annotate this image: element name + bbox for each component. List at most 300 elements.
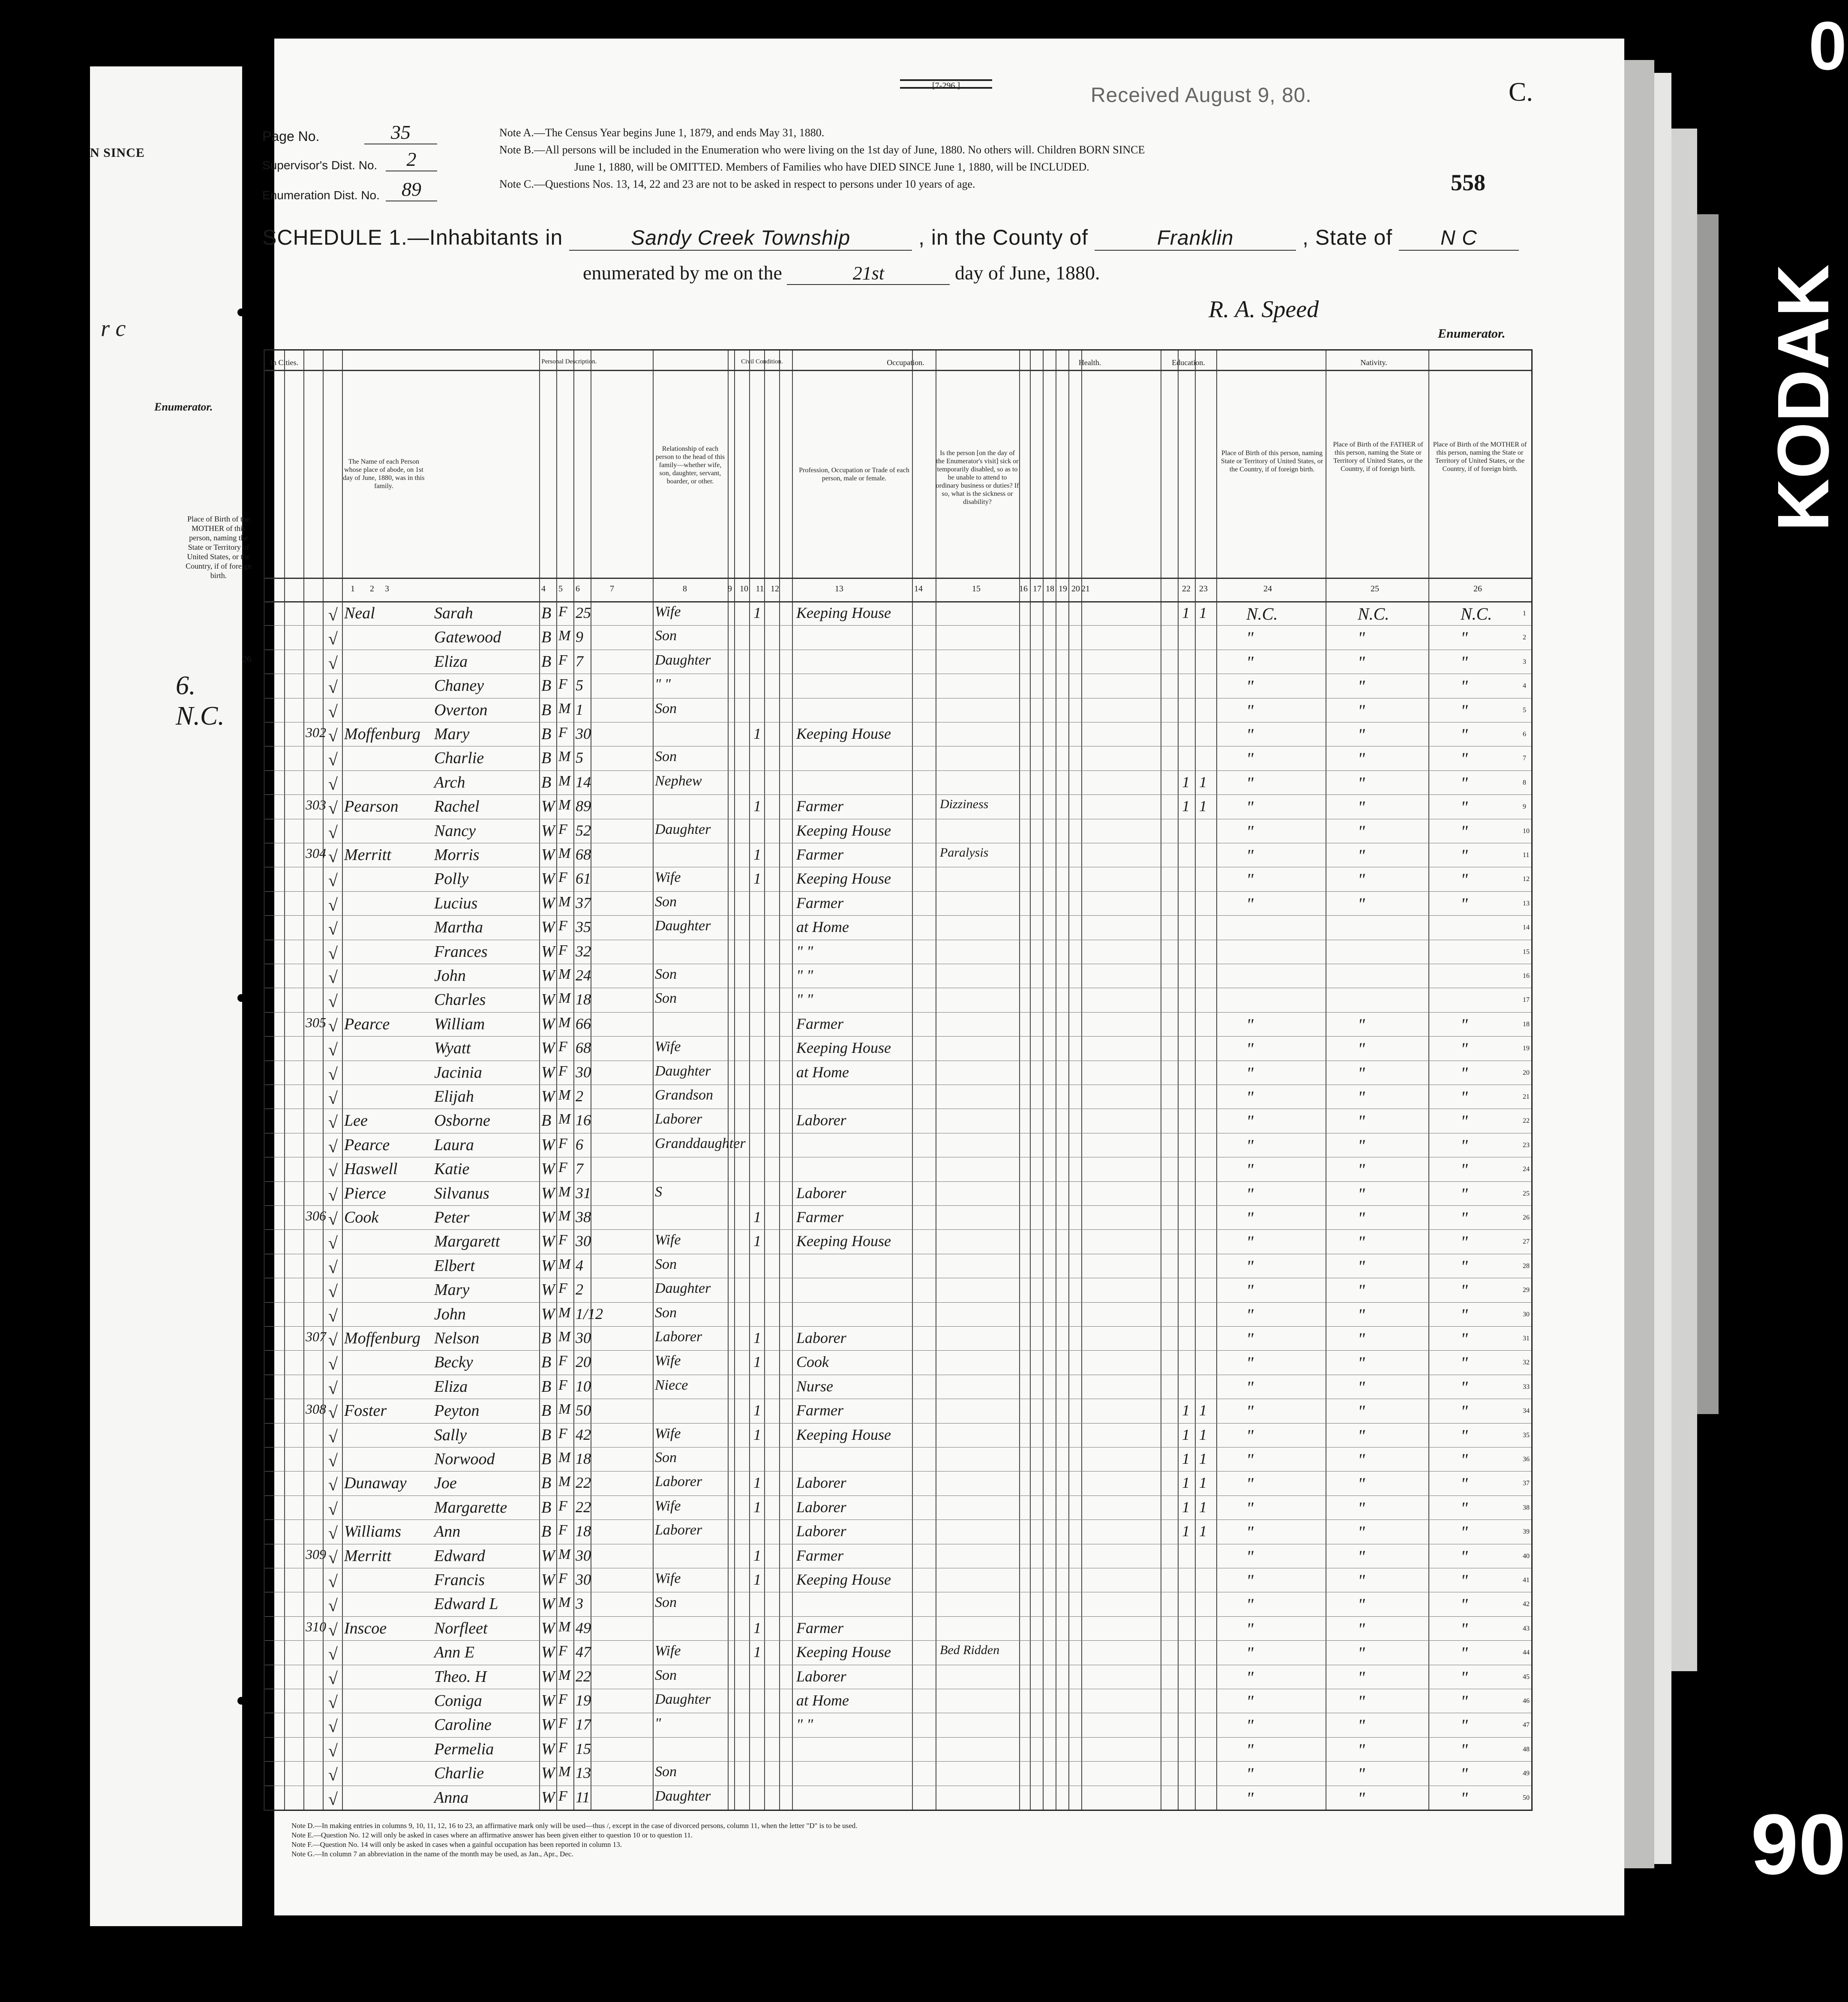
cell-father-birthplace: " [1358,1015,1365,1034]
cell-given-name: Charlie [434,1764,484,1783]
family-check-mark: √ [328,1741,338,1760]
cell-color: W [541,1643,555,1662]
cell-given-name: Lucius [434,894,478,912]
cell-age: 42 [576,1426,591,1443]
cell-row-number: 27 [1523,1238,1530,1246]
cell-birthplace: " [1246,1450,1254,1469]
column-number: 24 [1263,584,1272,593]
cell-relationship: Son [655,1667,677,1683]
column-number: 14 [914,584,923,593]
cell-row-number: 30 [1523,1310,1530,1318]
column-number: 4 [541,584,546,593]
cell-color: W [541,1788,555,1807]
cell-dwelling-number: 303 [306,797,326,813]
row-rule [265,1471,1531,1472]
cell-dwelling-number: 307 [306,1329,326,1344]
cell-father-birthplace: " [1358,749,1365,769]
county-label: , in the County of [918,225,1089,249]
cell-sex: F [558,1377,567,1393]
cell-row-number: 42 [1523,1600,1530,1608]
cell-mother-birthplace: " [1461,1595,1468,1615]
enumerator-signature: R. A. Speed [1209,296,1319,323]
cell-color: B [541,1353,552,1372]
cell-surname: Lee [344,1112,368,1130]
cell-color: W [541,1305,555,1323]
previous-page-edge [90,66,252,1926]
cell-age: 25 [576,604,591,621]
cell-mother-birthplace: " [1461,1232,1468,1252]
cell-row-number: 20 [1523,1069,1530,1076]
cell-father-birthplace: " [1358,1088,1365,1107]
cell-occupation: Laborer [796,1498,846,1516]
cell-row-number: 46 [1523,1697,1530,1705]
cell-father-birthplace: N.C. [1358,604,1389,623]
cell-birthplace: " [1246,1619,1254,1639]
cell-father-birthplace: " [1358,1039,1365,1059]
column-number: 10 [740,584,748,593]
cell-age: 30 [576,1546,591,1564]
family-check-mark: √ [328,677,338,697]
cell-row-number: 29 [1523,1286,1530,1294]
cell-father-birthplace: " [1358,1619,1365,1639]
cell-birthplace: " [1246,1716,1254,1735]
cell-birthplace: " [1246,1402,1254,1421]
enumerated-day: 21st [787,262,950,285]
cell-mother-birthplace: " [1461,1329,1468,1349]
cell-occupation: Keeping House [796,1571,891,1588]
column-rule [1019,351,1020,1810]
cell-sex: M [558,1450,571,1466]
family-check-mark: √ [328,629,338,649]
cell-age: 1 [576,701,583,718]
cell-mother-birthplace: " [1461,1184,1468,1204]
cell-birthplace: " [1246,797,1254,817]
column-number: 20 [1071,584,1080,593]
cell-age: 7 [576,652,583,670]
cell-father-birthplace: " [1358,1450,1365,1469]
cell-father-birthplace: " [1358,1474,1365,1494]
cell-relationship: Son [655,749,677,765]
cell-occupation: Keeping House [796,1039,891,1057]
cell-given-name: Permelia [434,1740,494,1758]
cell-age: 30 [576,1571,591,1588]
header-mother-birthplace: Place of Birth of the MOTHER of this person, naming the State or Territory of United States, or the Country, if of foreign birth. [1433,441,1527,473]
column-rule [912,351,913,1810]
cell-age: 18 [576,1450,591,1467]
cell-age: 19 [576,1692,591,1709]
cell-row-number: 43 [1523,1624,1530,1632]
cell-row-number: 40 [1523,1552,1530,1560]
supervisor-value: 2 [386,148,437,171]
column-number: 9 [728,584,732,593]
cell-relationship: Son [655,700,677,716]
cell-birthplace: " [1246,1160,1254,1180]
row-rule [265,1640,1531,1641]
cell-row-number: 9 [1523,803,1526,811]
cell-sex: M [558,797,571,813]
family-check-mark: √ [328,1693,338,1712]
cell-cannot-read-mark: 1 [1182,1498,1190,1516]
cell-mother-birthplace: N.C. [1461,604,1492,623]
row-rule [265,1302,1531,1303]
cell-birthplace: " [1246,1256,1254,1276]
row-rule [265,794,1531,795]
header-sickness: Is the person [on the day of the Enumerator's visit] sick or temporarily disabled, so as to be unable to attend to ordinary business or duties? If so, what is the sickness or disability? [936,450,1019,506]
family-check-mark: √ [328,726,338,745]
cell-color: W [541,1184,555,1202]
cell-age: 14 [576,773,591,791]
cell-father-birthplace: " [1358,846,1365,865]
cell-given-name: Eliza [434,652,468,671]
cell-age: 30 [576,725,591,742]
cell-cannot-write-mark: 1 [1199,1498,1207,1516]
cell-married-mark: 1 [753,1546,761,1564]
cell-age: 66 [576,1015,591,1032]
cell-row-number: 48 [1523,1745,1530,1753]
cell-given-name: Edward [434,1546,485,1565]
cell-sex: F [558,942,567,958]
cell-sex: F [558,1425,567,1442]
cell-age: 3 [576,1595,583,1612]
cell-birthplace: " [1246,628,1254,648]
cell-given-name: Becky [434,1353,473,1372]
cell-cannot-read-mark: 1 [1182,1522,1190,1540]
cell-mother-birthplace: " [1461,1450,1468,1469]
cell-age: 22 [576,1474,591,1492]
family-check-mark: √ [328,1644,338,1664]
family-check-mark: √ [328,1161,338,1181]
cell-row-number: 50 [1523,1794,1530,1801]
cell-sex: F [558,725,567,740]
cell-married-mark: 1 [753,1353,761,1371]
row-rule [265,1326,1531,1327]
cell-surname: Pearce [344,1015,390,1033]
cell-birthplace: " [1246,1305,1254,1325]
previous-page-col-number: 26 [242,653,252,664]
cell-age: 2 [576,1281,583,1298]
cell-given-name: Rachel [434,797,480,816]
family-check-mark: √ [328,895,338,914]
cell-color: B [541,1377,552,1396]
cell-row-number: 32 [1523,1359,1530,1367]
column-number: 17 [1033,584,1041,593]
cell-mother-birthplace: " [1461,1740,1468,1759]
cell-sex: F [558,1135,567,1151]
cell-relationship: Niece [655,1377,688,1393]
cell-sex: F [558,1522,567,1538]
cell-mother-birthplace: " [1461,1667,1468,1687]
cell-relationship: Laborer [655,1329,702,1345]
cell-father-birthplace: " [1358,1208,1365,1228]
column-number: 2 [370,584,374,593]
cell-cannot-write-mark: 1 [1199,797,1207,815]
cell-married-mark: 1 [753,1619,761,1636]
cell-color: B [541,1474,552,1493]
cell-given-name: Silvanus [434,1184,489,1202]
cell-sex: F [558,1039,567,1055]
cell-occupation: at Home [796,918,849,936]
cell-row-number: 12 [1523,875,1530,883]
cell-row-number: 41 [1523,1576,1530,1584]
cell-sex: M [558,1329,571,1345]
cell-relationship: Daughter [655,1788,711,1804]
cell-father-birthplace: " [1358,1716,1365,1735]
family-check-mark: √ [328,1257,338,1277]
row-rule [265,1350,1531,1351]
family-check-mark: √ [328,1282,338,1301]
cell-row-number: 39 [1523,1528,1530,1536]
cell-father-birthplace: " [1358,1329,1365,1349]
cell-cannot-read-mark: 1 [1182,797,1190,815]
cell-married-mark: 1 [753,1426,761,1443]
family-check-mark: √ [328,1475,338,1495]
cell-age: 9 [576,628,583,646]
cell-color: B [541,1522,552,1541]
cell-cannot-write-mark: 1 [1199,773,1207,791]
cell-surname: Cook [344,1208,379,1226]
cell-occupation: Laborer [796,1112,846,1129]
previous-page-enumerator-label: Enumerator. [154,401,213,413]
cell-color: W [541,942,555,961]
cell-relationship: Nephew [655,773,702,789]
cell-row-number: 28 [1523,1262,1530,1270]
cell-given-name: Frances [434,942,488,961]
cell-sex: M [558,749,571,765]
cell-sex: M [558,1764,571,1780]
cell-age: 68 [576,846,591,863]
row-rule [265,1205,1531,1206]
cell-mother-birthplace: " [1461,652,1468,672]
cell-health-condition: Bed Ridden [940,1643,1000,1657]
cell-color: W [541,1281,555,1299]
column-rule [653,351,654,1810]
cell-surname: Dunaway [344,1474,407,1493]
cell-given-name: Morris [434,846,480,864]
cell-sex: M [558,845,571,861]
cell-birthplace: " [1246,749,1254,769]
cell-birthplace: " [1246,1353,1254,1373]
cell-color: W [541,1619,555,1637]
cell-relationship: Wife [655,1643,681,1659]
cell-sex: M [558,1618,571,1635]
cell-occupation: Farmer [796,894,843,911]
column-rule [734,351,735,1810]
state-label: , State of [1302,225,1393,249]
column-rule [1428,351,1429,1810]
cell-age: 30 [576,1232,591,1250]
cell-dwelling-number: 305 [306,1014,326,1030]
cell-given-name: Gatewood [434,628,501,647]
cell-relationship: Son [655,628,677,644]
cell-color: B [541,604,552,622]
cell-given-name: Charlie [434,749,484,767]
cell-row-number: 18 [1523,1020,1530,1028]
cell-age: 10 [576,1377,591,1395]
cell-relationship: Wife [655,1570,681,1586]
cell-sex: F [558,652,567,668]
cell-mother-birthplace: " [1461,821,1468,841]
header-rule [265,578,1531,579]
cell-occupation: Farmer [796,1208,843,1226]
previous-page-handwriting: r c [101,315,126,341]
cell-sex: M [558,628,571,644]
cell-sex: F [558,918,567,934]
cell-given-name: Mary [434,725,470,743]
cell-occupation: at Home [796,1063,849,1081]
cell-row-number: 31 [1523,1335,1530,1342]
cell-row-number: 44 [1523,1649,1530,1657]
cell-mother-birthplace: " [1461,1619,1468,1639]
cell-birthplace: " [1246,1643,1254,1663]
cell-relationship: Granddaughter [655,1135,746,1151]
cell-birthplace: " [1246,894,1254,914]
cell-age: 20 [576,1353,591,1371]
column-number: 16 [1019,584,1028,593]
cell-occupation: Keeping House [796,725,891,742]
column-rule [284,351,285,1810]
cell-sex: F [558,1160,567,1176]
cell-sex: M [558,700,571,716]
cell-mother-birthplace: " [1461,797,1468,817]
cell-surname: Moffenburg [344,1329,421,1347]
cell-father-birthplace: " [1358,894,1365,914]
cell-color: W [541,1716,555,1734]
column-number: 23 [1199,584,1208,593]
cell-age: 4 [576,1256,583,1274]
cell-birthplace: " [1246,846,1254,865]
cell-birthplace: " [1246,1088,1254,1107]
cell-age: 32 [576,942,591,960]
cell-color: W [541,918,555,937]
cell-married-mark: 1 [753,604,761,621]
cell-birthplace: " [1246,1571,1254,1590]
cell-row-number: 19 [1523,1045,1530,1052]
column-number: 22 [1182,584,1191,593]
cell-given-name: John [434,1305,466,1323]
cell-father-birthplace: " [1358,652,1365,672]
cell-age: 22 [576,1498,591,1516]
cell-row-number: 3 [1523,658,1526,665]
page-no-value: 35 [364,121,437,144]
header-birthplace: Place of Birth of this person, naming State or Territory of United States, or the Country, if of foreign birth. [1221,450,1323,473]
cell-age: 61 [576,870,591,887]
enumeration-label: Enumeration Dist. No. [262,189,380,202]
cell-age: 16 [576,1112,591,1129]
note-b-line1: Note B.—All persons will be included in the Enumeration who were living on the 1st day of June, 1880. No others will. Children BORN SINCE [499,144,1145,156]
family-check-mark: √ [328,750,338,770]
cell-father-birthplace: " [1358,1136,1365,1155]
cell-dwelling-number: 306 [306,1208,326,1223]
family-check-mark: √ [328,653,338,673]
page-no-label: Page No. [262,129,320,144]
cell-mother-birthplace: " [1461,1377,1468,1397]
cell-given-name: Peter [434,1208,470,1226]
cell-given-name: Anna [434,1788,469,1807]
cell-given-name: Eliza [434,1377,468,1396]
cell-color: W [541,1571,555,1589]
cell-birthplace: " [1246,1595,1254,1615]
cell-father-birthplace: " [1358,1353,1365,1373]
cell-row-number: 10 [1523,827,1530,835]
cell-relationship: Son [655,1304,677,1321]
cell-age: 30 [576,1329,591,1346]
cell-mother-birthplace: " [1461,1643,1468,1663]
cell-mother-birthplace: " [1461,846,1468,865]
cell-father-birthplace: " [1358,677,1365,696]
note-a: Note A.—The Census Year begins June 1, 1879, and ends May 31, 1880. [499,126,825,139]
cell-married-mark: 1 [753,1208,761,1226]
cell-father-birthplace: " [1358,1160,1365,1180]
cell-sex: M [558,990,571,1007]
cell-relationship: Laborer [655,1522,702,1538]
cell-surname: Neal [344,604,375,622]
cell-color: B [541,725,552,743]
cell-mother-birthplace: " [1461,1716,1468,1735]
cell-dwelling-number: 304 [306,845,326,861]
cell-cannot-write-mark: 1 [1199,1402,1207,1419]
cell-given-name: Joe [434,1474,457,1493]
cell-age: 47 [576,1643,591,1661]
cell-color: W [541,1232,555,1251]
cell-surname: Pearson [344,797,399,816]
cell-married-mark: 1 [753,1402,761,1419]
column-rule [749,351,750,1810]
cell-color: B [541,1112,552,1130]
cell-age: 13 [576,1764,591,1782]
cell-birthplace: " [1246,1740,1254,1759]
cell-father-birthplace: " [1358,1546,1365,1566]
family-check-mark: √ [328,1040,338,1060]
cell-surname: Foster [344,1402,387,1420]
state-value: N C [1399,226,1519,251]
cell-father-birthplace: " [1358,1788,1365,1808]
cell-sex: F [558,869,567,886]
cell-color: W [541,1692,555,1710]
cell-father-birthplace: " [1358,1063,1365,1083]
cell-birthplace: " [1246,725,1254,744]
cell-cannot-write-mark: 1 [1199,1426,1207,1443]
cell-surname: Haswell [344,1160,398,1178]
family-check-mark: √ [328,1717,338,1736]
cell-row-number: 45 [1523,1673,1530,1681]
cell-given-name: Ann [434,1522,461,1541]
cell-color: B [541,652,552,671]
cell-mother-birthplace: " [1461,1402,1468,1421]
corner-letter: C. [1509,78,1533,107]
cell-occupation: Laborer [796,1474,846,1492]
row-rule [265,1761,1531,1762]
family-check-mark: √ [328,1403,338,1422]
cell-married-mark: 1 [753,1474,761,1492]
family-check-mark: √ [328,1499,338,1519]
cell-occupation: Farmer [796,1546,843,1564]
cell-father-birthplace: " [1358,701,1365,720]
cell-father-birthplace: " [1358,1522,1365,1542]
cell-father-birthplace: " [1358,1377,1365,1397]
cell-sex: M [558,1546,571,1562]
header-occupation: Profession, Occupation or Trade of each person, male or female. [799,467,909,482]
cell-age: 37 [576,894,591,911]
cell-sex: F [558,676,567,692]
cell-birthplace: " [1246,1281,1254,1301]
cell-surname: Pearce [344,1136,390,1154]
cell-age: 24 [576,967,591,984]
cell-occupation: " " [796,942,813,960]
cell-cannot-read-mark: 1 [1182,604,1190,621]
cell-mother-birthplace: " [1461,894,1468,914]
family-check-mark: √ [328,1789,338,1809]
cell-cannot-write-mark: 1 [1199,1474,1207,1492]
